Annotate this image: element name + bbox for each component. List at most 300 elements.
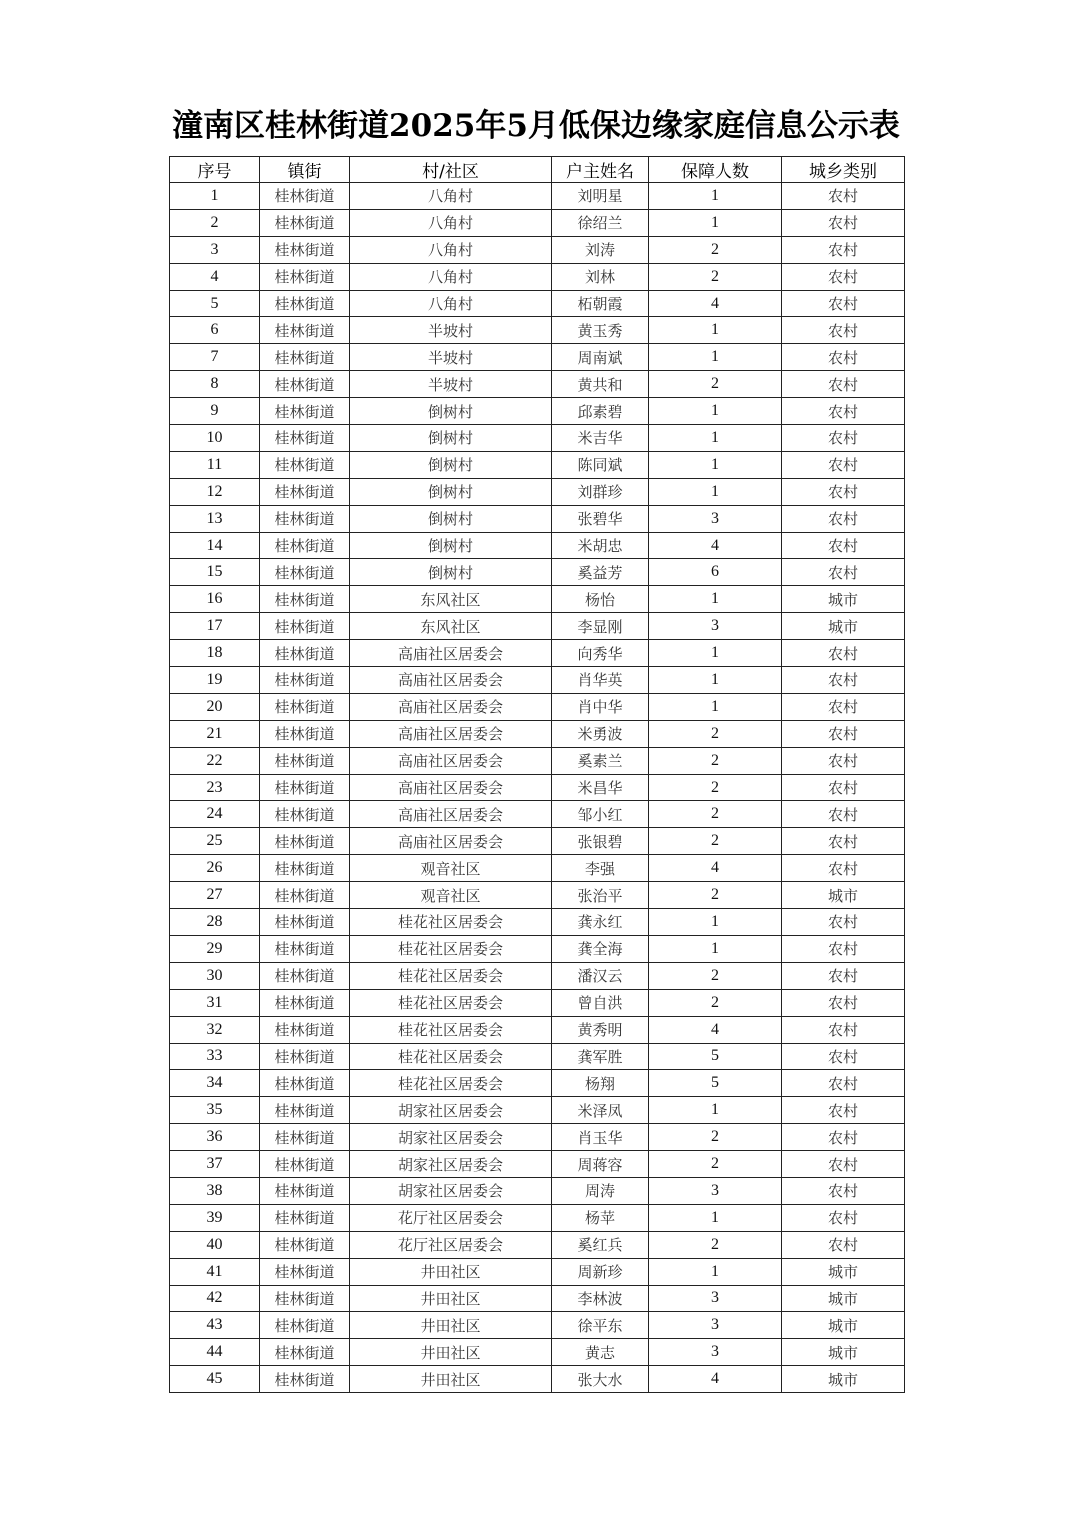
cell-index: 16	[170, 586, 260, 613]
cell-category: 农村	[782, 989, 905, 1016]
cell-householder: 曾自洪	[552, 989, 649, 1016]
cell-category: 农村	[782, 1043, 905, 1070]
cell-index: 19	[170, 667, 260, 694]
cell-category: 农村	[782, 236, 905, 263]
cell-householder: 杨翔	[552, 1070, 649, 1097]
cell-community: 八角村	[350, 290, 552, 317]
cell-community: 桂花社区居委会	[350, 989, 552, 1016]
cell-householder: 刘群珍	[552, 478, 649, 505]
cell-index: 20	[170, 693, 260, 720]
cell-town: 桂林街道	[260, 371, 350, 398]
cell-householder: 黄秀明	[552, 1016, 649, 1043]
cell-community: 八角村	[350, 263, 552, 290]
cell-category: 农村	[782, 828, 905, 855]
table-row	[170, 344, 905, 371]
cell-town: 桂林街道	[260, 290, 350, 317]
cell-index: 4	[170, 263, 260, 290]
table-row	[170, 478, 905, 505]
cell-people-count: 5	[649, 1043, 782, 1070]
cell-householder: 黄共和	[552, 371, 649, 398]
cell-category: 农村	[782, 398, 905, 425]
cell-householder: 龚永红	[552, 909, 649, 936]
table-row	[170, 720, 905, 747]
table-row	[170, 586, 905, 613]
table-row	[170, 1177, 905, 1204]
cell-householder: 徐平东	[552, 1312, 649, 1339]
cell-people-count: 1	[649, 1204, 782, 1231]
cell-householder: 肖中华	[552, 693, 649, 720]
cell-people-count: 2	[649, 263, 782, 290]
cell-category: 农村	[782, 532, 905, 559]
cell-town: 桂林街道	[260, 451, 350, 478]
cell-people-count: 3	[649, 1285, 782, 1312]
cell-community: 八角村	[350, 183, 552, 210]
cell-town: 桂林街道	[260, 1151, 350, 1178]
cell-householder: 奚益芳	[552, 559, 649, 586]
cell-householder: 张大水	[552, 1366, 649, 1393]
cell-people-count: 2	[649, 236, 782, 263]
cell-index: 7	[170, 344, 260, 371]
table-row	[170, 774, 905, 801]
cell-householder: 周新珍	[552, 1258, 649, 1285]
cell-category: 农村	[782, 559, 905, 586]
cell-community: 井田社区	[350, 1258, 552, 1285]
header-people-count: 保障人数	[649, 157, 782, 183]
cell-community: 桂花社区居委会	[350, 909, 552, 936]
cell-index: 31	[170, 989, 260, 1016]
cell-town: 桂林街道	[260, 909, 350, 936]
cell-householder: 黄志	[552, 1339, 649, 1366]
cell-category: 农村	[782, 774, 905, 801]
cell-community: 井田社区	[350, 1285, 552, 1312]
cell-town: 桂林街道	[260, 1339, 350, 1366]
cell-category: 农村	[782, 909, 905, 936]
cell-people-count: 1	[649, 1258, 782, 1285]
cell-householder: 周涛	[552, 1177, 649, 1204]
table-row	[170, 667, 905, 694]
cell-category: 城市	[782, 1366, 905, 1393]
cell-people-count: 4	[649, 290, 782, 317]
table-row	[170, 828, 905, 855]
cell-people-count: 2	[649, 801, 782, 828]
table-row	[170, 1312, 905, 1339]
cell-people-count: 1	[649, 667, 782, 694]
cell-town: 桂林街道	[260, 209, 350, 236]
cell-community: 观音社区	[350, 882, 552, 909]
cell-town: 桂林街道	[260, 505, 350, 532]
table-row	[170, 1231, 905, 1258]
cell-householder: 肖玉华	[552, 1124, 649, 1151]
table-body	[170, 183, 905, 1393]
table-row	[170, 882, 905, 909]
cell-people-count: 1	[649, 935, 782, 962]
cell-category: 农村	[782, 425, 905, 452]
cell-people-count: 1	[649, 693, 782, 720]
cell-index: 42	[170, 1285, 260, 1312]
table-row	[170, 855, 905, 882]
cell-town: 桂林街道	[260, 1177, 350, 1204]
cell-index: 10	[170, 425, 260, 452]
cell-index: 36	[170, 1124, 260, 1151]
cell-householder: 向秀华	[552, 640, 649, 667]
table-row	[170, 989, 905, 1016]
cell-householder: 柘朝霞	[552, 290, 649, 317]
cell-town: 桂林街道	[260, 559, 350, 586]
table-row	[170, 209, 905, 236]
cell-people-count: 1	[649, 909, 782, 936]
table-row	[170, 317, 905, 344]
table-row	[170, 1124, 905, 1151]
cell-community: 半坡村	[350, 371, 552, 398]
cell-community: 花厅社区居委会	[350, 1231, 552, 1258]
cell-index: 30	[170, 962, 260, 989]
cell-householder: 米昌华	[552, 774, 649, 801]
cell-town: 桂林街道	[260, 532, 350, 559]
cell-community: 高庙社区居委会	[350, 667, 552, 694]
table-row	[170, 747, 905, 774]
cell-people-count: 1	[649, 586, 782, 613]
table-row	[170, 236, 905, 263]
cell-householder: 李强	[552, 855, 649, 882]
cell-community: 高庙社区居委会	[350, 720, 552, 747]
cell-category: 农村	[782, 1070, 905, 1097]
cell-people-count: 1	[649, 451, 782, 478]
cell-category: 农村	[782, 371, 905, 398]
cell-householder: 张银碧	[552, 828, 649, 855]
cell-town: 桂林街道	[260, 1204, 350, 1231]
cell-category: 农村	[782, 183, 905, 210]
cell-people-count: 2	[649, 989, 782, 1016]
table-row	[170, 451, 905, 478]
cell-town: 桂林街道	[260, 828, 350, 855]
cell-community: 花厅社区居委会	[350, 1204, 552, 1231]
cell-community: 东风社区	[350, 586, 552, 613]
cell-town: 桂林街道	[260, 962, 350, 989]
cell-category: 城市	[782, 1258, 905, 1285]
cell-householder: 奚素兰	[552, 747, 649, 774]
cell-town: 桂林街道	[260, 1258, 350, 1285]
cell-householder: 龚军胜	[552, 1043, 649, 1070]
cell-index: 13	[170, 505, 260, 532]
cell-index: 3	[170, 236, 260, 263]
cell-category: 农村	[782, 505, 905, 532]
cell-householder: 陈同斌	[552, 451, 649, 478]
cell-category: 城市	[782, 1312, 905, 1339]
cell-town: 桂林街道	[260, 1016, 350, 1043]
cell-people-count: 5	[649, 1070, 782, 1097]
table-row	[170, 1204, 905, 1231]
table-row	[170, 909, 905, 936]
cell-community: 倒树村	[350, 532, 552, 559]
cell-community: 胡家社区居委会	[350, 1177, 552, 1204]
cell-category: 城市	[782, 882, 905, 909]
cell-town: 桂林街道	[260, 855, 350, 882]
cell-index: 29	[170, 935, 260, 962]
cell-people-count: 1	[649, 1097, 782, 1124]
cell-index: 43	[170, 1312, 260, 1339]
cell-index: 21	[170, 720, 260, 747]
cell-town: 桂林街道	[260, 801, 350, 828]
cell-householder: 肖华英	[552, 667, 649, 694]
cell-community: 倒树村	[350, 478, 552, 505]
cell-people-count: 3	[649, 1339, 782, 1366]
cell-community: 倒树村	[350, 559, 552, 586]
cell-town: 桂林街道	[260, 317, 350, 344]
cell-householder: 李林波	[552, 1285, 649, 1312]
cell-index: 22	[170, 747, 260, 774]
cell-householder: 邱素碧	[552, 398, 649, 425]
header-town: 镇街	[260, 157, 350, 183]
cell-people-count: 2	[649, 774, 782, 801]
cell-category: 农村	[782, 1177, 905, 1204]
cell-people-count: 3	[649, 613, 782, 640]
table-row	[170, 1016, 905, 1043]
cell-people-count: 2	[649, 371, 782, 398]
cell-people-count: 6	[649, 559, 782, 586]
cell-people-count: 3	[649, 1312, 782, 1339]
cell-town: 桂林街道	[260, 882, 350, 909]
cell-index: 25	[170, 828, 260, 855]
cell-category: 农村	[782, 344, 905, 371]
table-row	[170, 290, 905, 317]
cell-people-count: 3	[649, 1177, 782, 1204]
cell-community: 井田社区	[350, 1312, 552, 1339]
cell-category: 城市	[782, 586, 905, 613]
cell-index: 17	[170, 613, 260, 640]
cell-householder: 李显刚	[552, 613, 649, 640]
cell-community: 八角村	[350, 236, 552, 263]
cell-people-count: 2	[649, 962, 782, 989]
cell-town: 桂林街道	[260, 640, 350, 667]
cell-householder: 邹小红	[552, 801, 649, 828]
cell-category: 农村	[782, 1016, 905, 1043]
cell-town: 桂林街道	[260, 1312, 350, 1339]
cell-category: 城市	[782, 1285, 905, 1312]
cell-town: 桂林街道	[260, 667, 350, 694]
cell-community: 倒树村	[350, 398, 552, 425]
table-row	[170, 935, 905, 962]
table-row	[170, 1151, 905, 1178]
cell-category: 农村	[782, 855, 905, 882]
cell-category: 农村	[782, 640, 905, 667]
cell-people-count: 4	[649, 532, 782, 559]
cell-category: 农村	[782, 801, 905, 828]
cell-category: 农村	[782, 1204, 905, 1231]
cell-community: 八角村	[350, 209, 552, 236]
cell-community: 井田社区	[350, 1339, 552, 1366]
cell-category: 农村	[782, 962, 905, 989]
cell-index: 15	[170, 559, 260, 586]
header-householder: 户主姓名	[552, 157, 649, 183]
table-row	[170, 613, 905, 640]
cell-householder: 刘明星	[552, 183, 649, 210]
cell-householder: 米胡忠	[552, 532, 649, 559]
cell-town: 桂林街道	[260, 1124, 350, 1151]
cell-community: 高庙社区居委会	[350, 747, 552, 774]
table-row	[170, 425, 905, 452]
cell-community: 胡家社区居委会	[350, 1151, 552, 1178]
cell-category: 农村	[782, 1231, 905, 1258]
cell-people-count: 1	[649, 317, 782, 344]
cell-category: 农村	[782, 720, 905, 747]
cell-category: 农村	[782, 478, 905, 505]
table-row	[170, 1366, 905, 1393]
cell-householder: 徐绍兰	[552, 209, 649, 236]
cell-people-count: 2	[649, 882, 782, 909]
cell-index: 14	[170, 532, 260, 559]
cell-category: 农村	[782, 667, 905, 694]
cell-community: 倒树村	[350, 451, 552, 478]
cell-category: 农村	[782, 935, 905, 962]
cell-people-count: 1	[649, 209, 782, 236]
cell-index: 5	[170, 290, 260, 317]
cell-category: 农村	[782, 451, 905, 478]
cell-category: 农村	[782, 317, 905, 344]
cell-category: 农村	[782, 209, 905, 236]
cell-category: 农村	[782, 1124, 905, 1151]
cell-community: 高庙社区居委会	[350, 801, 552, 828]
cell-householder: 龚全海	[552, 935, 649, 962]
cell-index: 23	[170, 774, 260, 801]
cell-index: 9	[170, 398, 260, 425]
table-row	[170, 1043, 905, 1070]
cell-community: 半坡村	[350, 317, 552, 344]
cell-index: 2	[170, 209, 260, 236]
cell-householder: 张碧华	[552, 505, 649, 532]
cell-people-count: 2	[649, 747, 782, 774]
cell-index: 45	[170, 1366, 260, 1393]
cell-town: 桂林街道	[260, 344, 350, 371]
cell-index: 33	[170, 1043, 260, 1070]
cell-householder: 潘汉云	[552, 962, 649, 989]
cell-town: 桂林街道	[260, 263, 350, 290]
table-row	[170, 532, 905, 559]
cell-index: 39	[170, 1204, 260, 1231]
cell-index: 1	[170, 183, 260, 210]
table-row	[170, 962, 905, 989]
cell-category: 农村	[782, 693, 905, 720]
cell-town: 桂林街道	[260, 693, 350, 720]
cell-town: 桂林街道	[260, 747, 350, 774]
cell-index: 18	[170, 640, 260, 667]
table-row	[170, 1258, 905, 1285]
cell-index: 44	[170, 1339, 260, 1366]
cell-community: 高庙社区居委会	[350, 693, 552, 720]
cell-householder: 周蒋容	[552, 1151, 649, 1178]
cell-town: 桂林街道	[260, 720, 350, 747]
cell-town: 桂林街道	[260, 425, 350, 452]
cell-index: 12	[170, 478, 260, 505]
cell-community: 倒树村	[350, 505, 552, 532]
cell-householder: 黄玉秀	[552, 317, 649, 344]
cell-index: 37	[170, 1151, 260, 1178]
cell-town: 桂林街道	[260, 1043, 350, 1070]
table-row	[170, 1070, 905, 1097]
cell-town: 桂林街道	[260, 1366, 350, 1393]
cell-town: 桂林街道	[260, 586, 350, 613]
header-index: 序号	[170, 157, 260, 183]
cell-community: 胡家社区居委会	[350, 1097, 552, 1124]
cell-community: 胡家社区居委会	[350, 1124, 552, 1151]
cell-town: 桂林街道	[260, 183, 350, 210]
table-row	[170, 640, 905, 667]
cell-index: 24	[170, 801, 260, 828]
cell-index: 11	[170, 451, 260, 478]
cell-town: 桂林街道	[260, 613, 350, 640]
cell-category: 农村	[782, 1151, 905, 1178]
cell-town: 桂林街道	[260, 1070, 350, 1097]
table-row	[170, 183, 905, 210]
page-title: 潼南区桂林街道2025年5月低保边缘家庭信息公示表	[172, 108, 900, 144]
cell-index: 6	[170, 317, 260, 344]
cell-people-count: 1	[649, 425, 782, 452]
cell-town: 桂林街道	[260, 1231, 350, 1258]
cell-index: 26	[170, 855, 260, 882]
cell-community: 桂花社区居委会	[350, 1016, 552, 1043]
cell-householder: 杨苹	[552, 1204, 649, 1231]
table-row	[170, 559, 905, 586]
cell-community: 倒树村	[350, 425, 552, 452]
cell-people-count: 3	[649, 505, 782, 532]
cell-householder: 奚红兵	[552, 1231, 649, 1258]
cell-town: 桂林街道	[260, 398, 350, 425]
cell-index: 34	[170, 1070, 260, 1097]
cell-people-count: 1	[649, 640, 782, 667]
cell-category: 农村	[782, 290, 905, 317]
cell-town: 桂林街道	[260, 1097, 350, 1124]
cell-community: 井田社区	[350, 1366, 552, 1393]
cell-people-count: 1	[649, 183, 782, 210]
cell-category: 农村	[782, 1097, 905, 1124]
cell-community: 桂花社区居委会	[350, 962, 552, 989]
cell-community: 桂花社区居委会	[350, 1070, 552, 1097]
cell-people-count: 1	[649, 344, 782, 371]
cell-index: 28	[170, 909, 260, 936]
cell-town: 桂林街道	[260, 774, 350, 801]
cell-householder: 米吉华	[552, 425, 649, 452]
cell-town: 桂林街道	[260, 1285, 350, 1312]
cell-index: 41	[170, 1258, 260, 1285]
table-row	[170, 801, 905, 828]
table-row	[170, 1339, 905, 1366]
cell-category: 农村	[782, 263, 905, 290]
cell-community: 观音社区	[350, 855, 552, 882]
cell-people-count: 2	[649, 720, 782, 747]
cell-category: 农村	[782, 747, 905, 774]
cell-people-count: 2	[649, 1124, 782, 1151]
cell-category: 城市	[782, 1339, 905, 1366]
data-table	[169, 156, 905, 1393]
cell-people-count: 4	[649, 1366, 782, 1393]
cell-people-count: 1	[649, 398, 782, 425]
table-row	[170, 1097, 905, 1124]
cell-index: 35	[170, 1097, 260, 1124]
cell-householder: 张治平	[552, 882, 649, 909]
table-row	[170, 371, 905, 398]
cell-index: 8	[170, 371, 260, 398]
cell-town: 桂林街道	[260, 236, 350, 263]
cell-people-count: 1	[649, 478, 782, 505]
cell-community: 东风社区	[350, 613, 552, 640]
table-row	[170, 398, 905, 425]
header-category: 城乡类别	[782, 157, 905, 183]
cell-householder: 米泽凤	[552, 1097, 649, 1124]
cell-people-count: 2	[649, 1151, 782, 1178]
cell-community: 高庙社区居委会	[350, 640, 552, 667]
cell-category: 城市	[782, 613, 905, 640]
cell-householder: 刘林	[552, 263, 649, 290]
cell-householder: 米勇波	[552, 720, 649, 747]
